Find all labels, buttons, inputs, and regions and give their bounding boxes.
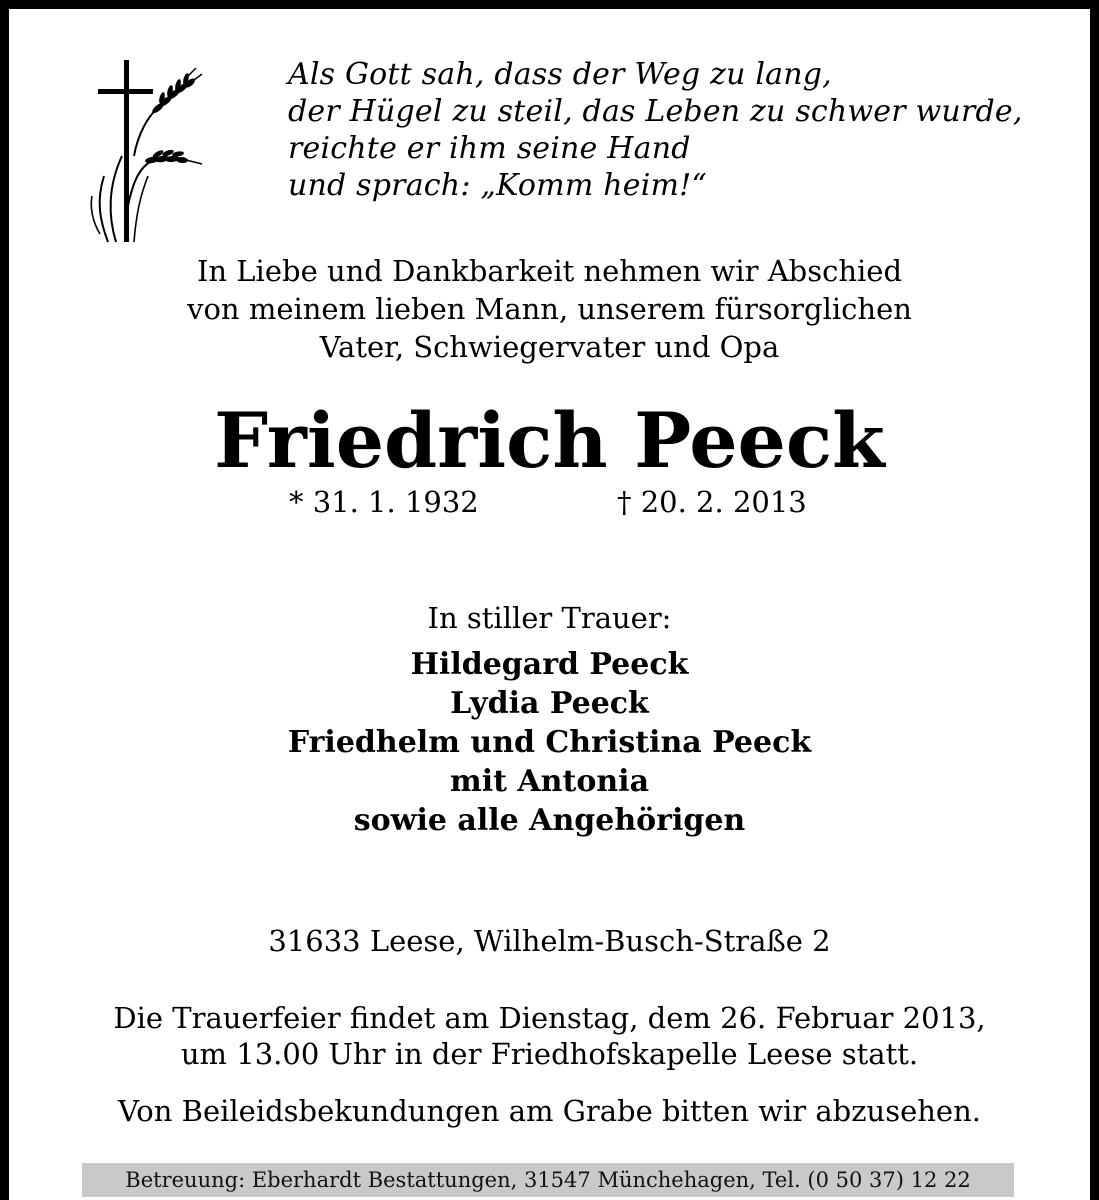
intro-line: In Liebe und Dankbarkeit nehmen wir Abschied — [196, 254, 903, 288]
mourner-name: sowie alle Angehörigen — [353, 803, 746, 838]
life-dates — [0, 482, 1099, 522]
intro-line: von meinem lieben Mann, unserem fürsorglichen — [187, 292, 912, 326]
birth-date: * 31. 1. 1932 — [289, 485, 479, 519]
family-address: 31633 Leese, Wilhelm-Busch-Straße 2 — [268, 924, 831, 958]
service-line: Die Trauerfeier findet am Dienstag, dem 26. Februar 2013, — [113, 1001, 986, 1035]
cross-with-wheat-icon — [78, 56, 206, 246]
service-line: um 13.00 Uhr in der Friedhofskapelle Leese statt. — [180, 1037, 919, 1071]
condolence-note: Von Beileidsbekundungen am Grabe bitten wir abzusehen. — [118, 1094, 981, 1128]
mourning-label: In stiller Trauer: — [427, 601, 672, 635]
funeral-service-info — [0, 1000, 1099, 1072]
mourner-name: Friedhelm und Christina Peeck — [287, 725, 812, 760]
funeral-home-footer: Betreuung: Eberhardt Bestattungen, 31547 Münchehagen, Tel. (0 50 37) 12 22 — [125, 1168, 971, 1192]
mourner-name: Hildegard Peeck — [410, 647, 689, 682]
deceased-name: Friedrich Peeck — [214, 396, 885, 485]
death-date: † 20. 2. 2013 — [617, 485, 807, 519]
poem-line: und sprach: „Komm heim!“ — [288, 168, 707, 203]
mourner-name: mit Antonia — [449, 764, 650, 799]
poem-line: Als Gott sah, dass der Weg zu lang, — [288, 57, 832, 92]
poem-verse — [288, 56, 1078, 204]
mourners-list — [0, 645, 1099, 840]
farewell-intro — [20, 252, 1079, 366]
poem-line: der Hügel zu steil, das Leben zu schwer wurde, — [288, 94, 1023, 129]
mourner-name: Lydia Peeck — [450, 686, 649, 721]
poem-line: reichte er ihm seine Hand — [288, 131, 691, 166]
intro-line: Vater, Schwiegervater und Opa — [319, 330, 780, 364]
